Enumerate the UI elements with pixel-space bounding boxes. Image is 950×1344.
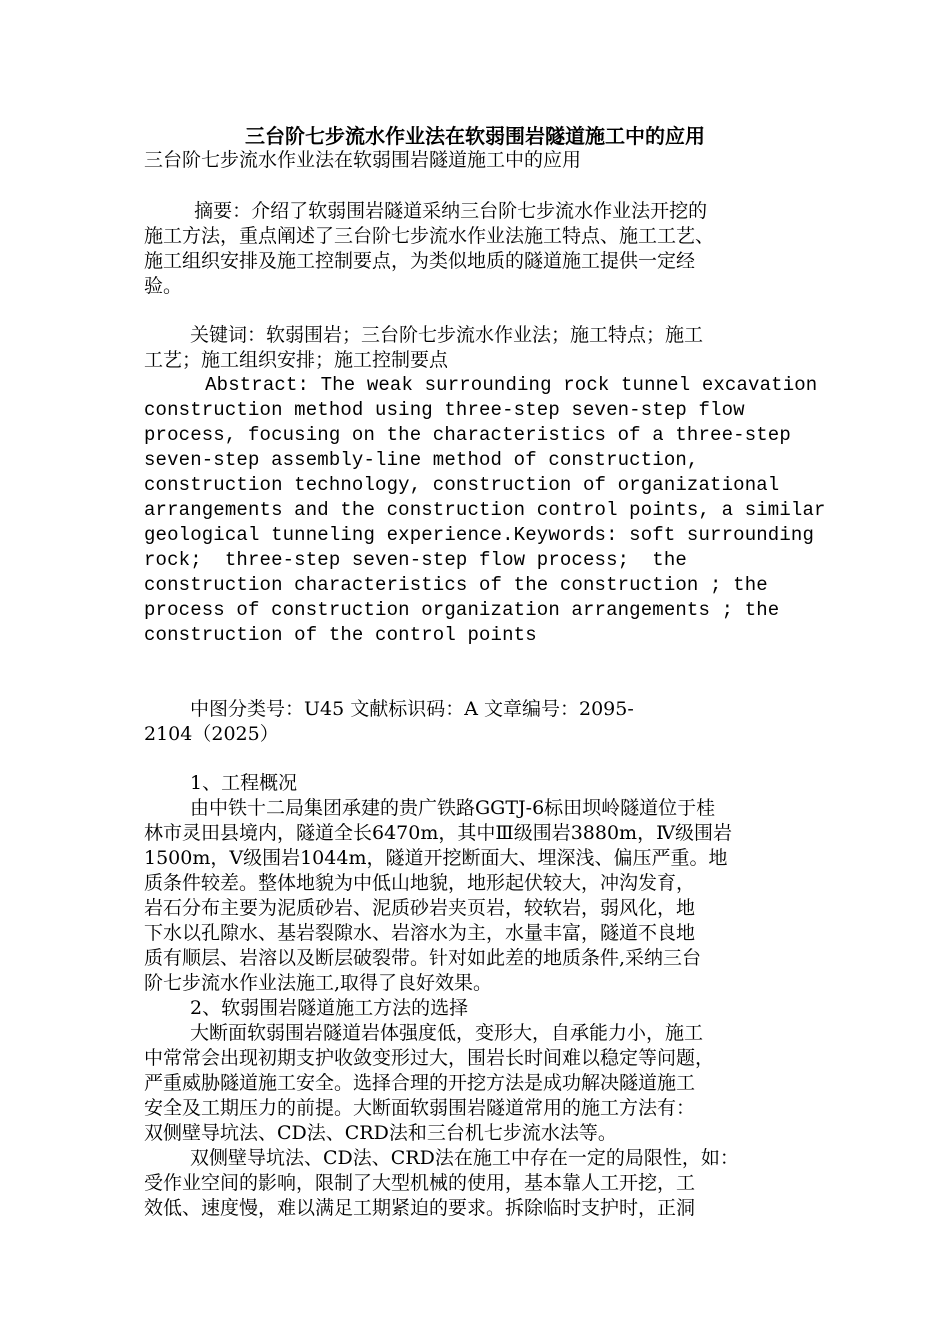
section-1-heading: 1、工程概况 — [190, 772, 298, 794]
classification-line: 中图分类号：U45 文献标识码：A 文章编号：2095- — [190, 698, 634, 720]
section-1-line: 林市灵田县境内，隧道全长6470m，其中Ⅲ级围岩3880m，Ⅳ级围岩 — [144, 822, 733, 844]
document-title: 三台阶七步流水作业法在软弱围岩隧道施工中的应用 — [245, 124, 705, 148]
section-2-line: 大断面软弱围岩隧道岩体强度低，变形大，自承能力小，施工 — [190, 1022, 704, 1044]
section-2-line: 双侧壁导坑法、CD法、CRD法和三台机七步流水法等。 — [144, 1122, 617, 1144]
section-2-line: 中常常会出现初期支护收敛变形过大，围岩长时间难以稳定等问题， — [144, 1047, 715, 1069]
document-subtitle: 三台阶七步流水作业法在软弱围岩隧道施工中的应用 — [144, 149, 582, 171]
abstract-en-line: construction technology, construction of organizational — [144, 474, 780, 496]
abstract-en-line: Abstract: The weak surrounding rock tunnel excavation — [182, 374, 818, 396]
abstract-en-line: seven-step assembly-line method of construction, — [144, 449, 699, 471]
section-1-line: 阶七步流水作业法施工,取得了良好效果。 — [144, 972, 493, 994]
abstract-cn-line: 施工方法，重点阐述了三台阶七步流水作业法施工特点、施工工艺、 — [144, 225, 715, 247]
abstract-en-line: process of construction organization arrangements ; the — [144, 599, 780, 621]
section-2-heading: 2、软弱围岩隧道施工方法的选择 — [190, 997, 469, 1019]
abstract-en-line: process, focusing on the characteristics of a three-step — [144, 424, 791, 446]
abstract-en-line: construction method using three-step seven-step flow — [144, 399, 745, 421]
abstract-en-line: geological tunneling experience.Keywords: soft surrounding — [144, 524, 815, 546]
keywords-cn-line: 工艺；施工组织安排；施工控制要点 — [144, 349, 449, 371]
paragraph-line: 双侧壁导坑法、CD法、CRD法在施工中存在一定的局限性，如： — [190, 1147, 739, 1169]
classification-line: 2104（2025） — [144, 723, 279, 745]
section-2-line: 安全及工期压力的前提。大断面软弱围岩隧道常用的施工方法有： — [144, 1097, 696, 1119]
paragraph-line: 受作业空间的影响，限制了大型机械的使用，基本靠人工开挖，工 — [144, 1172, 696, 1194]
abstract-en-line: construction of the control points — [144, 624, 537, 646]
section-2-line: 严重威胁隧道施工安全。选择合理的开挖方法是成功解决隧道施工 — [144, 1072, 696, 1094]
abstract-en-line: rock; three-step seven-step flow process; the — [144, 549, 687, 571]
abstract-en-line: arrangements and the construction control points, a similar — [144, 499, 826, 521]
section-1-line: 1500m，Ⅴ级围岩1044m，隧道开挖断面大、埋深浅、偏压严重。地 — [144, 847, 728, 869]
paragraph-line: 效低、速度慢，难以满足工期紧迫的要求。拆除临时支护时，正洞 — [144, 1197, 696, 1219]
abstract-cn-line: 验。 — [144, 275, 183, 297]
section-1-line: 质条件较差。整体地貌为中低山地貌，地形起伏较大，冲沟发育， — [144, 872, 696, 894]
section-1-line: 岩石分布主要为泥质砂岩、泥质砂岩夹页岩，较软岩，弱风化，地 — [144, 897, 696, 919]
abstract-cn-line: 摘要：介绍了软弱围岩隧道采纳三台阶七步流水作业法开挖的 — [182, 200, 708, 222]
abstract-cn-line: 施工组织安排及施工控制要点，为类似地质的隧道施工提供一定经 — [144, 250, 696, 272]
section-1-line: 质有顺层、岩溶以及断层破裂带。针对如此差的地质条件,采纳三台 — [144, 947, 702, 969]
section-1-line: 下水以孔隙水、基岩裂隙水、岩溶水为主，水量丰富，隧道不良地 — [144, 922, 696, 944]
keywords-cn-line: 关键词：软弱围岩；三台阶七步流水作业法；施工特点；施工 — [190, 324, 704, 346]
abstract-en-line: construction characteristics of the construction ; the — [144, 574, 768, 596]
section-1-line: 由中铁十二局集团承建的贵广铁路GGTJ-6标田坝岭隧道位于桂 — [190, 797, 716, 819]
